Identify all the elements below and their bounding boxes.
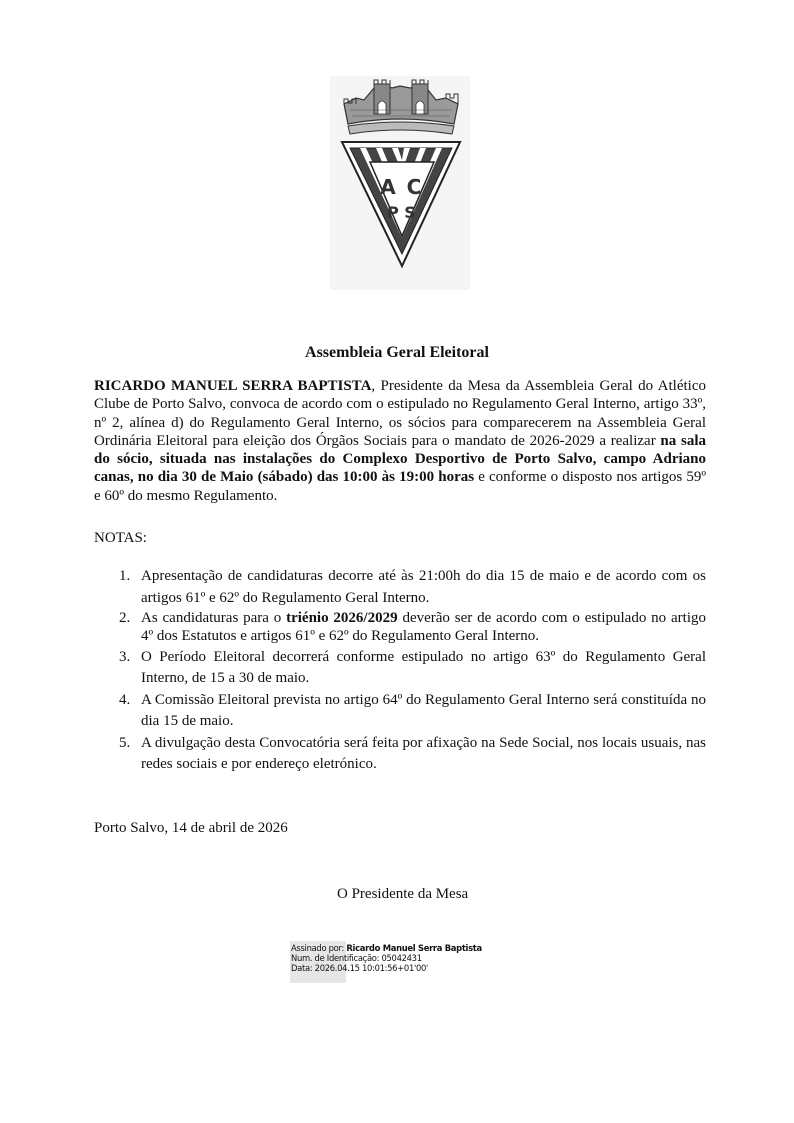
signed-by-label: Assinado por: [291, 943, 347, 953]
document-title: Assembleia Geral Eleitoral [305, 344, 489, 361]
notes-list [94, 566, 706, 776]
signature-date-line: Data: 2026.04.15 10:01:56+01'00' [291, 963, 429, 973]
note-item [94, 609, 706, 646]
note-item [94, 566, 706, 609]
note-number: 3. [119, 648, 131, 665]
note-text-bold: triénio 2026/2029 [286, 610, 398, 626]
note-text-pre: As candidaturas para o [141, 610, 287, 626]
note-text: A divulgação desta Convocatória será feita por afixação na Sede Social, nos locais usuais, nas redes sociais e por endereço eletrónico. [141, 734, 706, 773]
intro-text-2: e conforme o disposto nos artigos 59º e 60º do mesmo Regulamento. [94, 469, 706, 504]
meeting-location-datetime: na sala do sócio, situada nas instalações do Complexo Desportivo de Porto Salvo, campo Adriano canas, no dia 30 de Maio (sábado) das 10:00 às 19:00 horas [94, 432, 706, 486]
note-text: O Período Eleitoral decorrerá conforme estipulado no artigo 63º do Regulamento Geral Interno, de 15 a 30 de maio. [141, 648, 706, 687]
svg-text:S: S [404, 203, 416, 222]
note-number: 5. [119, 734, 131, 751]
svg-text:P: P [387, 203, 399, 222]
note-item [94, 690, 706, 733]
note-number: 4. [119, 691, 131, 708]
signed-by-name: Ricardo Manuel Serra Baptista [346, 943, 482, 953]
digital-signature-block [291, 943, 482, 973]
intro-text-1: , Presidente da Mesa da Assembleia Geral do Atlético Clube de Porto Salvo, convoca de acordo com o estipulado no Regulamento Geral Interno, artigo 33º, nº 2, alínea d) do Regulamento Geral Interno, os sócios para comparecerem na Assembleia Geral Ordinária Eleitoral para eleição dos Órgãos Sociais para o mandato de 2026-2029 a realizar [94, 378, 706, 449]
note-text-post: deverão ser de acordo com o estipulado no artigo 4º dos Estatutos e artigos 61º e 62º do Regulamento Geral Interno. [141, 610, 706, 645]
crest-icon [330, 76, 470, 290]
signer-id-line: Num. de Identificação: 05042431 [291, 953, 422, 963]
signer-title: O Presidente da Mesa [337, 886, 469, 902]
notes-heading: NOTAS: [94, 530, 147, 546]
president-name: RICARDO MANUEL SERRA BAPTISTA [94, 378, 372, 394]
note-item [94, 733, 706, 776]
svg-text:C: C [406, 175, 422, 199]
signed-by-line [291, 943, 482, 953]
note-text: Apresentação de candidaturas decorre até às 21:00h do dia 15 de maio e de acordo com os artigos 61º e 62º do Regulamento Geral Interno. [141, 568, 706, 606]
svg-text:A: A [380, 175, 396, 199]
note-number: 1. [119, 568, 131, 584]
note-item [94, 647, 706, 690]
place-and-date: Porto Salvo, 14 de abril de 2026 [94, 820, 288, 836]
note-number: 2. [119, 610, 131, 626]
note-text: A Comissão Eleitoral prevista no artigo 64º do Regulamento Geral Interno será constituída no dia 15 de maio. [141, 691, 706, 730]
convocation-paragraph [94, 377, 706, 505]
club-crest [330, 76, 470, 290]
